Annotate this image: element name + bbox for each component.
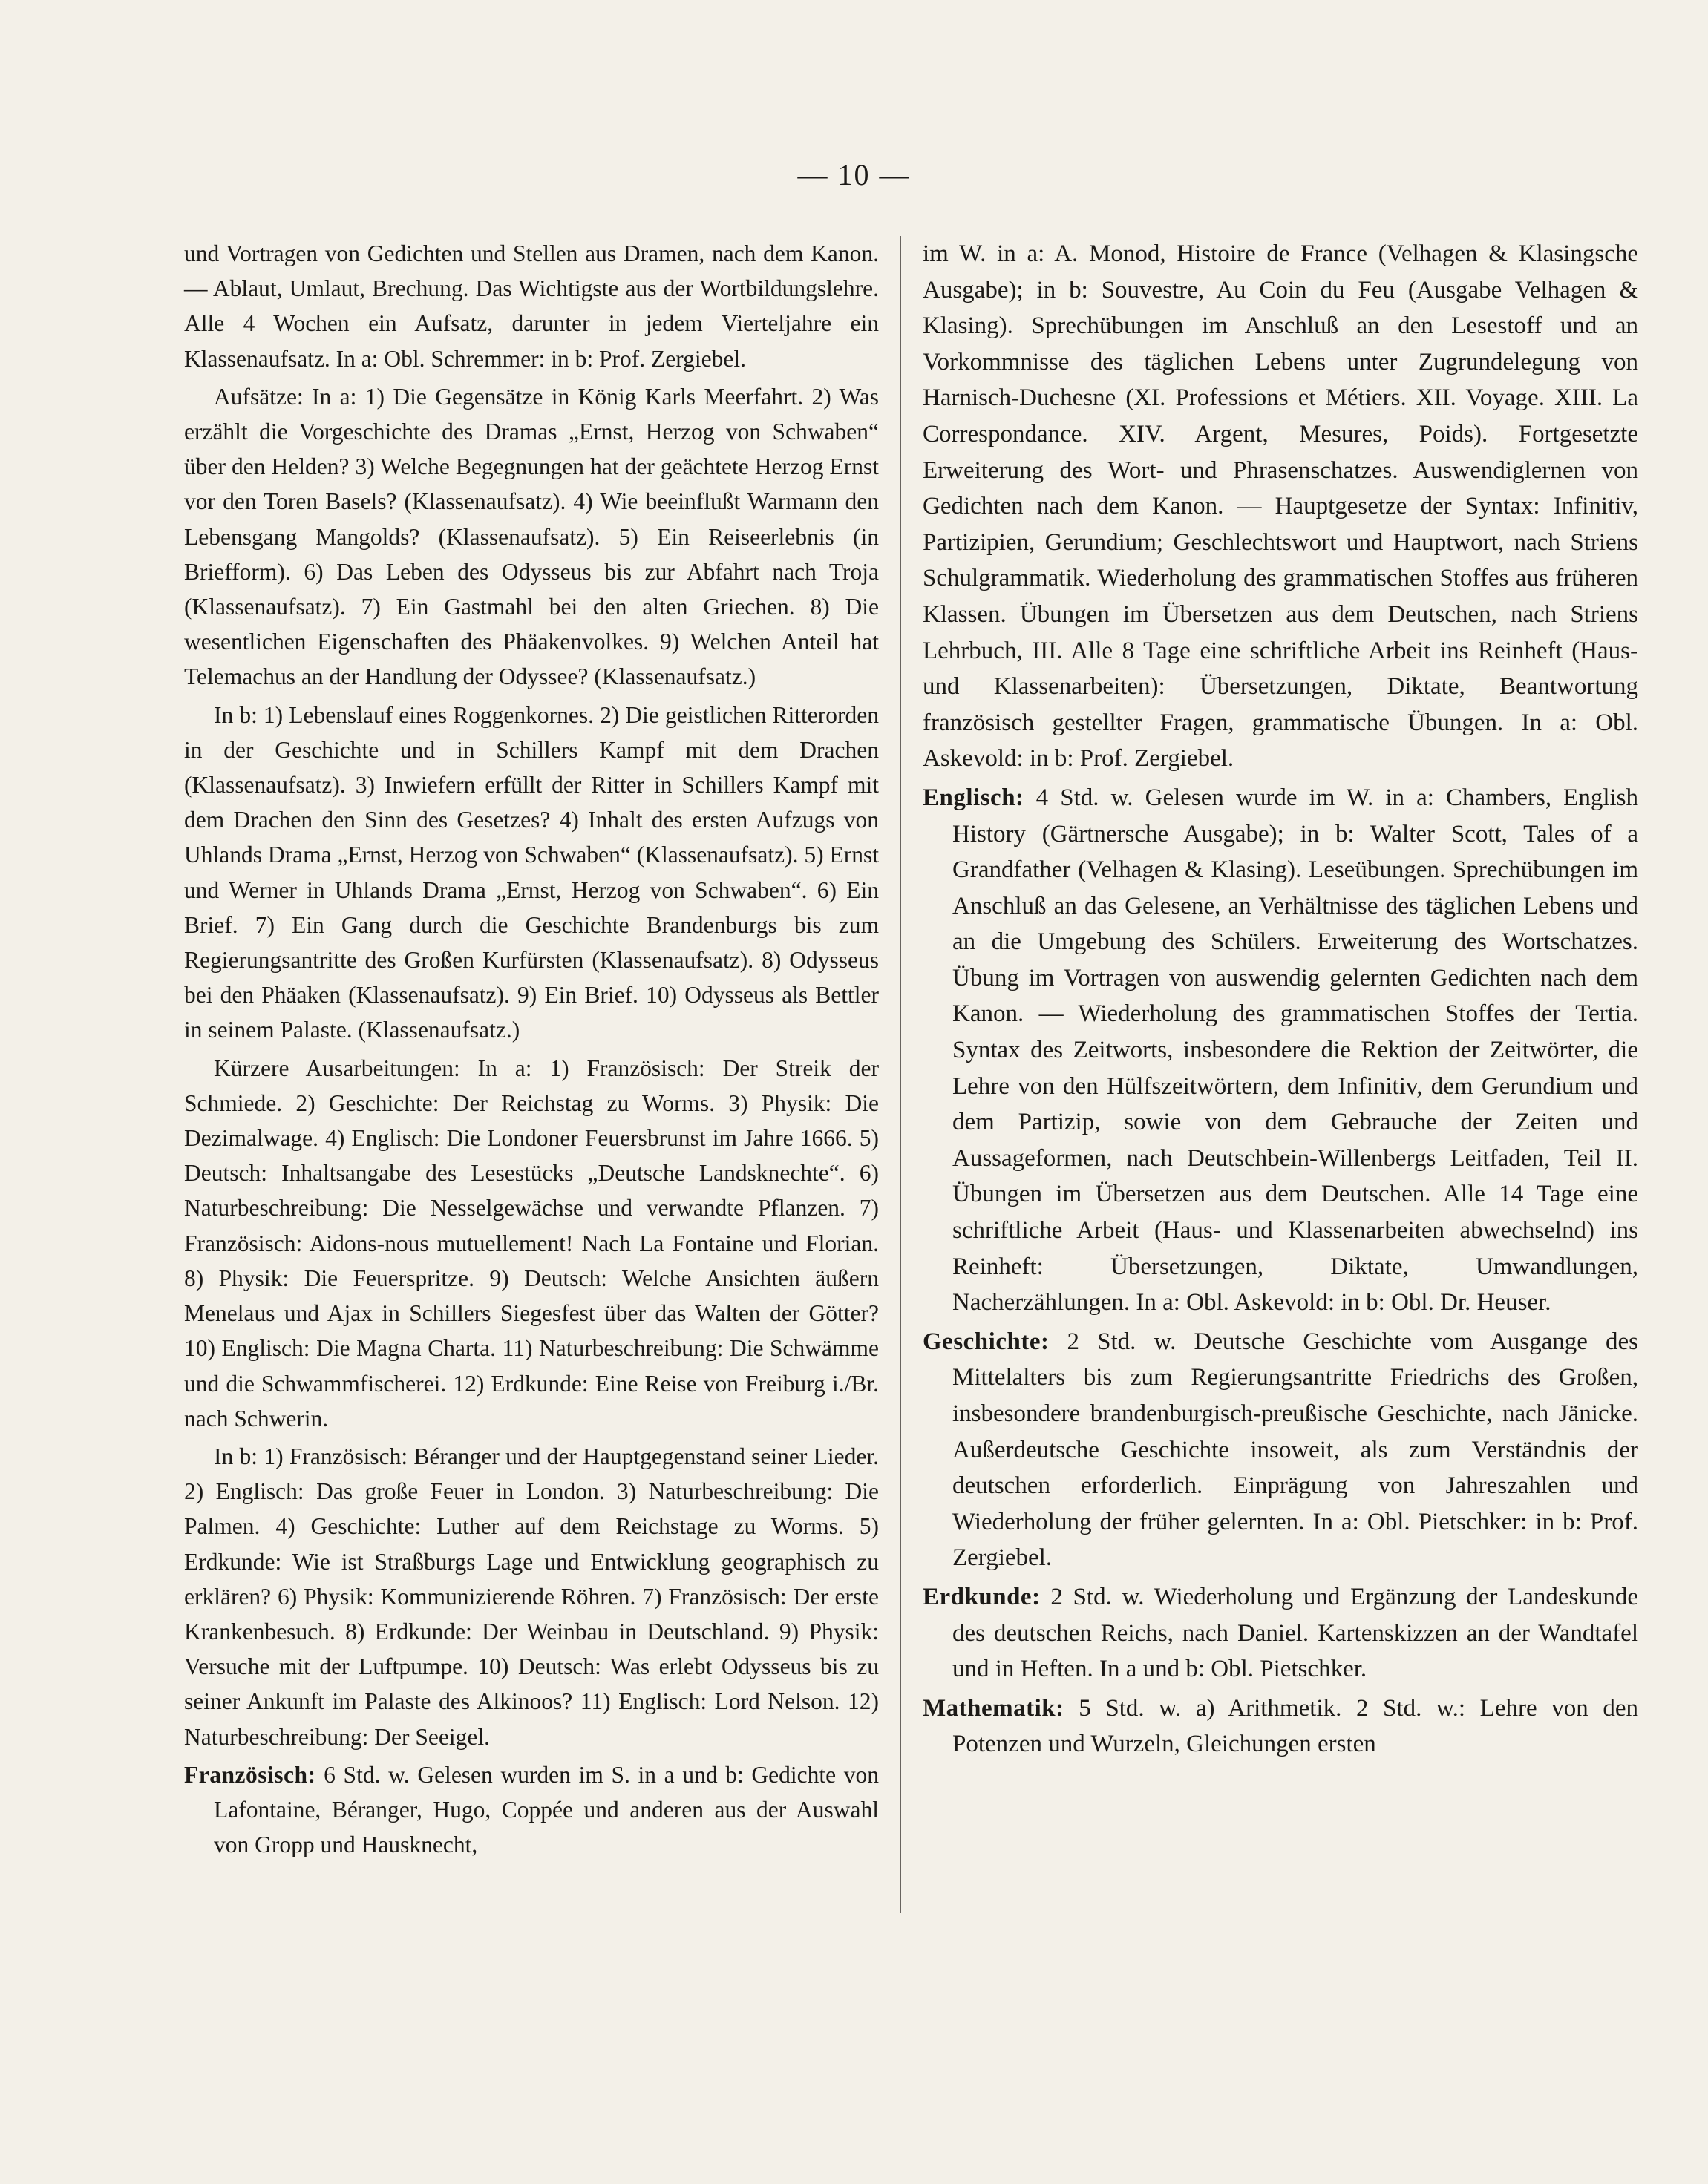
left-column-paragraph xyxy=(184,379,879,695)
page-number: — 10 — xyxy=(797,158,911,191)
paragraph-text: und Vortragen von Gedichten und Stellen aus Dramen, nach dem Kanon. — Ablaut, Umlaut, Brechung. Das Wichtigste aus der Wortbildungslehre. Alle 4 Wochen ein Aufsatz, darunter in jedem Vierteljahre ein Klassenaufsatz. In a: Obl. Schremmer: in b: Prof. Zergiebel. xyxy=(184,240,879,372)
paragraph-text: 2 Std. w. Wiederholung und Ergänzung der Landeskunde des deutschen Reichs, nach Daniel. Kartenskizzen an der Wandtafel und in Heften. In a und b: Obl. Pietschker. xyxy=(952,1583,1639,1683)
right-column-paragraph xyxy=(923,780,1638,1321)
subject-heading: Englisch: xyxy=(923,784,1024,811)
paragraph-text: 5 Std. w. a) Arithmetik. 2 Std. w.: Lehre von den Potenzen und Wurzeln, Gleichungen ersten xyxy=(952,1694,1638,1758)
paragraph-text: 4 Std. w. Gelesen wurde im W. in a: Chambers, English History (Gärtnersche Ausgabe); in b: Walter Scott, Tales of a Grandfather (Velhagen & Klasing). Leseübungen. Sprechübungen im Anschluß an das Gelesene, an Verhältnisse des täglichen Lebens und an die Umgebung des Schülers. Erweiterung des Wortschatzes. Übung im Vortragen von auswendig gelernten Gedichten nach dem Kanon. — Wiederholung des grammatischen Stoffes der Tertia. Syntax des Zeitworts, insbesondere die Rektion der Zeitwörter, die Lehre von den Hülfszeitwörtern, dem Infinitiv, dem Gerundium und dem Partizip, sowie von dem Gebrauche der Zeiten und Aussageformen, nach Deutschbein-Willenbergs Leitfaden, Teil II. Übungen im Übersetzen aus dem Deutschen. Alle 14 Tage eine schriftliche Arbeit (Haus- und Klassenarbeiten abwechselnd) ins Reinheft: Übersetzungen, Diktate, Umwandlungen, Nacherzählungen. In a: Obl. Askevold: in b: Obl. Dr. Heuser. xyxy=(952,784,1638,1316)
paragraph-text: Aufsätze: In a: 1) Die Gegensätze in König Karls Meerfahrt. 2) Was erzählt die Vorgeschichte des Dramas „Ernst, Herzog von Schwaben“ über den Helden? 3) Welche Begegnungen hat der geächtete Herzog Ernst vor den Toren Basels? (Klassenaufsatz). 4) Wie beeinflußt Warmann den Lebensgang Mangolds? (Klassenaufsatz). 5) Ein Reiseerlebnis (in Briefform). 6) Das Leben des Odysseus bis zur Abfahrt nach Troja (Klassenaufsatz). 7) Ein Gastmahl bei den alten Griechen. 8) Die wesentlichen Eigenschaften des Phäakenvolkes. 9) Welchen Anteil hat Telemachus an der Handlung der Odyssee? (Klassenaufsatz.) xyxy=(184,383,879,690)
paragraph-text: In b: 1) Französisch: Béranger und der Hauptgegenstand seiner Lieder. 2) Englisch: Das große Feuer in London. 3) Naturbeschreibung: Die Palmen. 4) Geschichte: Luther auf dem Reichstage zu Worms. 5) Erdkunde: Wie ist Straßburgs Lage und Entwicklung geographisch zu erklären? 6) Physik: Kommunizierende Röhren. 7) Französisch: Der erste Krankenbesuch. 8) Erdkunde: Der Weinbau in Deutschland. 9) Physik: Versuche mit der Luftpumpe. 10) Deutsch: Was erlebt Odysseus bis zu seiner Ankunft im Palaste des Alkinoos? 11) Englisch: Lord Nelson. 12) Naturbeschreibung: Der Seeigel. xyxy=(184,1443,879,1750)
right-column-paragraph xyxy=(923,1579,1639,1688)
right-column-paragraph xyxy=(923,1324,1639,1576)
right-column-paragraph xyxy=(923,1691,1638,1762)
right-column xyxy=(923,236,1638,1765)
subject-heading: Französisch: xyxy=(184,1761,316,1788)
left-column-paragraph xyxy=(184,698,879,1048)
paragraph-text: im W. in a: A. Monod, Histoire de France (Velhagen & Klasingsche Ausgabe); in b: Souvestre, Au Coin du Feu (Ausgabe Velhagen & Klasing). Sprechübungen im Anschluß an den Lesestoff und an Vorkommnisse des täglichen Lebens unter Zugrundelegung von Harnisch-Duchesne (XI. Professions et Métiers. XII. Voyage. XIII. La Correspondance. XIV. Argent, Mesures, Poids). Fortgesetzte Erweiterung des Wort- und Phrasenschatzes. Auswendiglernen von Gedichten nach dem Kanon. — Hauptgesetze der Syntax: Infinitiv, Partizipien, Gerundium; Geschlechtswort und Hauptwort, nach Striens Schulgrammatik. Wiederholung des grammatischen Stoffes aus früheren Klassen. Übungen im Übersetzen aus dem Deutschen, nach Striens Lehrbuch, III. Alle 8 Tage eine schriftliche Arbeit ins Reinheft (Haus- und Klassenarbeiten): Übersetzungen, Diktate, Beantwortung französisch gestellter Fragen, grammatische Übungen. In a: Obl. Askevold: in b: Prof. Zergiebel. xyxy=(923,240,1638,773)
left-column-paragraph xyxy=(184,1757,879,1863)
left-column-paragraph xyxy=(184,1051,879,1436)
subject-heading: Erdkunde: xyxy=(923,1583,1041,1610)
left-column-paragraph xyxy=(184,236,879,376)
paragraph-text: In b: 1) Lebenslauf eines Roggenkornes. 2) Die geistlichen Ritterorden in der Geschichte und in Schillers Kampf mit dem Drachen (Klassenaufsatz). 3) Inwiefern erfüllt der Ritter in Schillers Kampf mit dem Drachen den Sinn des Gesetzes? 4) Inhalt des ersten Aufzugs von Uhlands Drama „Ernst, Herzog von Schwaben“ (Klassenaufsatz). 5) Ernst und Werner in Uhlands Drama „Ernst, Herzog von Schwaben“. 6) Ein Brief. 7) Ein Gang durch die Geschichte Brandenburgs bis zum Regierungsantritte des Großen Kurfürsten (Klassenaufsatz). 8) Odysseus bei den Phäaken (Klassenaufsatz). 9) Ein Brief. 10) Odysseus als Bettler in seinem Palaste. (Klassenaufsatz.) xyxy=(184,701,879,1043)
left-column-paragraph xyxy=(184,1439,879,1754)
column-divider xyxy=(900,236,901,1913)
right-column-paragraph xyxy=(923,236,1638,777)
paragraph-text: Kürzere Ausarbeitungen: In a: 1) Französisch: Der Streik der Schmiede. 2) Geschichte: Der Reichstag zu Worms. 3) Physik: Die Dezimalwage. 4) Englisch: Die Londoner Feuersbrunst im Jahre 1666. 5) Deutsch: Inhaltsangabe des Lesestücks „Deutsche Landsknechte“. 6) Naturbeschreibung: Die Nesselgewächse und verwandte Pflanzen. 7) Französisch: Aidons-nous mutuellement! Nach La Fontaine und Florian. 8) Physik: Die Feuerspritze. 9) Deutsch: Welche Ansichten äußern Menelaus und Ajax in Schillers Siegesfest über das Walten der Götter? 10) Englisch: Die Magna Charta. 11) Naturbeschreibung: Die Schwämme und die Schwammfischerei. 12) Erdkunde: Eine Reise von Freiburg i./Br. nach Schwerin. xyxy=(184,1055,879,1432)
subject-heading: Mathematik: xyxy=(923,1694,1064,1722)
paragraph-text: 6 Std. w. Gelesen wurden im S. in a und b: Gedichte von Lafontaine, Béranger, Hugo, Coppée und anderen aus der Auswahl von Gropp und Hausknecht, xyxy=(214,1761,879,1858)
paragraph-text: 2 Std. w. Deutsche Geschichte vom Ausgange des Mittelalters bis zum Regierungsantritte Friedrichs des Großen, insbesondere brandenburgisch-preußische Geschichte, nach Jänicke. Außerdeutsche Geschichte insoweit, als zum Verständnis der deutschen erforderlich. Einprägung von Jahreszahlen und Wiederholung der früher gelernten. In a: Obl. Pietschker: in b: Prof. Zergiebel. xyxy=(952,1328,1639,1572)
left-column xyxy=(184,236,879,1865)
subject-heading: Geschichte: xyxy=(923,1328,1050,1355)
